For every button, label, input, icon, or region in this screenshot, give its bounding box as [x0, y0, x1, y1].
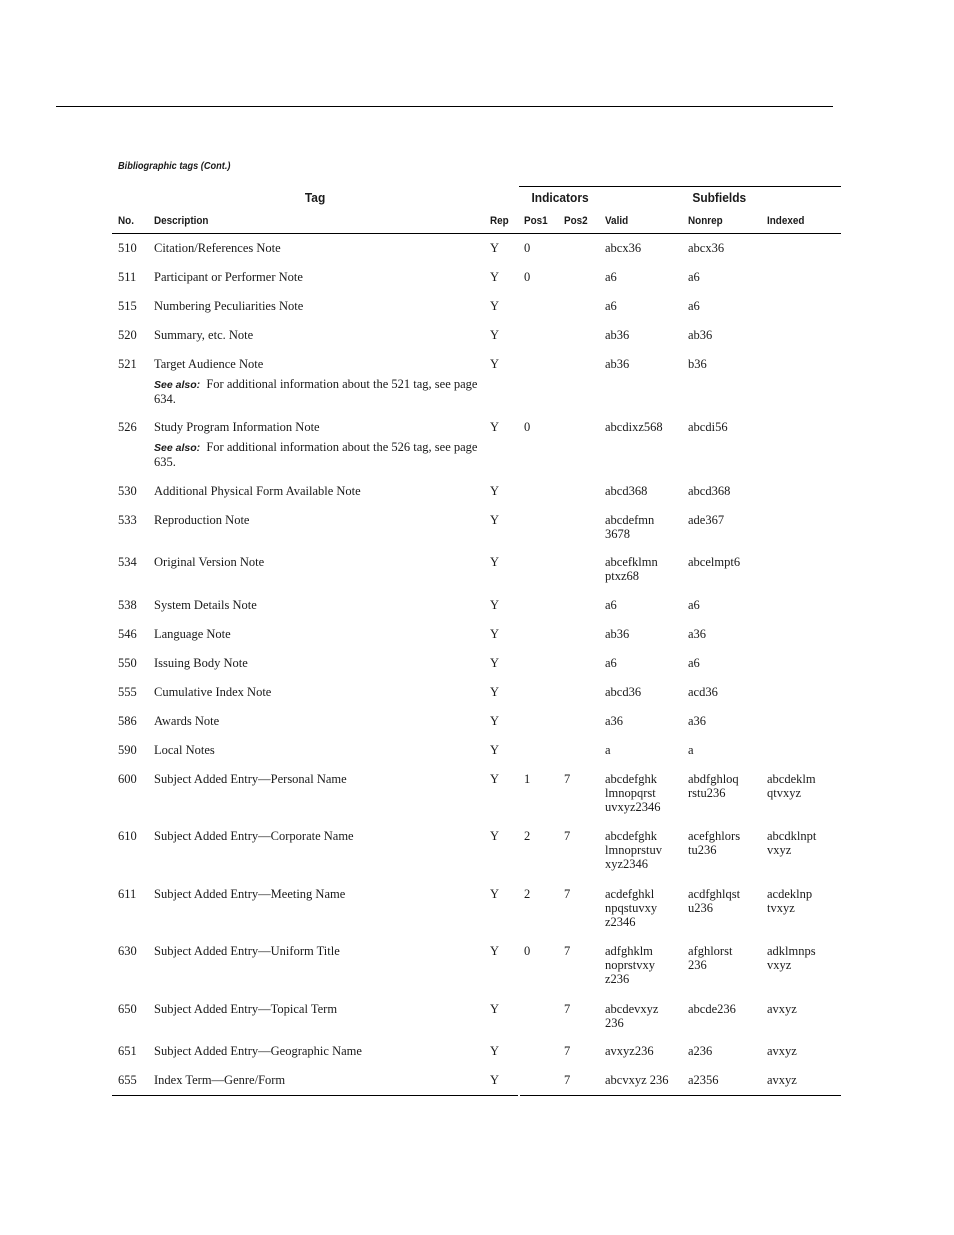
rep-flag: Y: [490, 772, 500, 786]
indicator-pos1: 1: [524, 772, 531, 786]
tag-description: Reproduction Note: [154, 513, 250, 527]
nonrep-subfields: abcde236: [688, 1002, 736, 1016]
rep-flag: Y: [490, 555, 500, 569]
tag-number: 511: [118, 270, 137, 284]
tag-description: System Details Note: [154, 598, 257, 612]
rep-flag: Y: [490, 357, 500, 371]
indicator-pos2: 7: [564, 1073, 571, 1087]
tag-number: 651: [118, 1044, 137, 1058]
indicator-pos1: 2: [524, 829, 531, 843]
indicator-pos2: 7: [564, 887, 571, 901]
tag-number: 611: [118, 887, 137, 901]
rep-flag: Y: [490, 328, 500, 342]
valid-subfields: abcdefmn 3678: [605, 513, 655, 541]
valid-subfields: acdefghkl npqstuvxy z2346: [605, 887, 658, 929]
table-row: [112, 620, 841, 649]
tag-description: Subject Added Entry—Corporate Name: [154, 829, 354, 843]
tag-number: 610: [118, 829, 137, 843]
valid-subfields: abcx36: [605, 241, 642, 255]
table-row: [112, 263, 841, 292]
rep-flag: Y: [490, 1044, 500, 1058]
nonrep-subfields: a6: [688, 270, 700, 284]
valid-subfields: abcdevxyz 236: [605, 1002, 659, 1030]
nonrep-subfields: a6: [688, 656, 700, 670]
table-row: [112, 736, 841, 765]
tag-number: 600: [118, 772, 137, 786]
valid-subfields: abcefklmn ptxz68: [605, 555, 658, 583]
indicator-pos1: 0: [524, 420, 531, 434]
bottom-rule-left: [112, 1095, 518, 1096]
nonrep-subfields: abcx36: [688, 241, 725, 255]
tag-description: Participant or Performer Note: [154, 270, 303, 284]
valid-subfields: a6: [605, 598, 617, 612]
indicator-pos2: 7: [564, 829, 571, 843]
tag-number: 650: [118, 1002, 137, 1016]
tag-number: 520: [118, 328, 137, 342]
tag-description: Issuing Body Note: [154, 656, 248, 670]
tag-number: 533: [118, 513, 137, 527]
see-also-note: [154, 440, 484, 469]
valid-subfields: abcd368: [605, 484, 648, 498]
valid-subfields: a6: [605, 299, 617, 313]
bibliographic-tags-table: [112, 186, 841, 1096]
tag-description: Cumulative Index Note: [154, 685, 272, 699]
tag-description: Language Note: [154, 627, 231, 641]
table-row: [112, 678, 841, 707]
col-pos2: Pos2: [564, 215, 588, 227]
valid-subfields: ab36: [605, 328, 630, 342]
indexed-subfields: avxyz: [767, 1002, 797, 1016]
table-caption: Bibliographic tags (Cont.): [118, 161, 231, 172]
nonrep-subfields: a36: [688, 714, 707, 728]
tag-description: Citation/References Note: [154, 241, 281, 255]
see-also-label: See also:: [154, 379, 201, 391]
tag-number: 590: [118, 743, 137, 757]
tag-description: Numbering Peculiarities Note: [154, 299, 304, 313]
group-subfields: Subfields: [692, 190, 747, 205]
col-no: No.: [118, 215, 134, 227]
tag-number: 515: [118, 299, 137, 313]
tag-number: 526: [118, 420, 137, 434]
bottom-rule-right: [520, 1095, 841, 1096]
indexed-subfields: avxyz: [767, 1073, 797, 1087]
table-row: [112, 707, 841, 736]
indicator-pos2: 7: [564, 1044, 571, 1058]
nonrep-subfields: a236: [688, 1044, 713, 1058]
indexed-subfields: adklmnps vxyz: [767, 944, 816, 972]
indexed-subfields: avxyz: [767, 1044, 797, 1058]
nonrep-subfields: a: [688, 743, 694, 757]
tag-number: 555: [118, 685, 137, 699]
valid-subfields: avxyz236: [605, 1044, 654, 1058]
group-rule: [519, 186, 841, 187]
indexed-subfields: acdeklnp tvxyz: [767, 887, 813, 915]
rep-flag: Y: [490, 685, 500, 699]
rep-flag: Y: [490, 241, 500, 255]
rep-flag: Y: [490, 714, 500, 728]
table-row: [112, 880, 841, 937]
indexed-subfields: abcdeklm qtvxyz: [767, 772, 816, 800]
table-row: [112, 765, 841, 822]
tag-description: Subject Added Entry—Personal Name: [154, 772, 347, 786]
table-row: [112, 1037, 841, 1066]
nonrep-subfields: a6: [688, 299, 700, 313]
table-row: [112, 292, 841, 321]
tag-description: Original Version Note: [154, 555, 265, 569]
rep-flag: Y: [490, 1002, 500, 1016]
table-row: [112, 822, 841, 880]
tag-number: 534: [118, 555, 137, 569]
tag-number: 630: [118, 944, 137, 958]
valid-subfields: ab36: [605, 357, 630, 371]
rep-flag: Y: [490, 944, 500, 958]
tag-number: 510: [118, 241, 137, 255]
col-nonrep: Nonrep: [688, 215, 723, 227]
rep-flag: Y: [490, 656, 500, 670]
group-indicators: Indicators: [531, 190, 589, 205]
tag-number: 546: [118, 627, 137, 641]
tag-description: Summary, etc. Note: [154, 328, 254, 342]
column-group-header: [112, 186, 841, 210]
rep-flag: Y: [490, 627, 500, 641]
nonrep-subfields: abcdi56: [688, 420, 728, 434]
tag-description: Subject Added Entry—Uniform Title: [154, 944, 340, 958]
table-row: [112, 413, 841, 477]
table-bottom-rule: [112, 1095, 841, 1096]
rep-flag: Y: [490, 743, 500, 757]
rep-flag: Y: [490, 270, 500, 284]
nonrep-subfields: abcelmpt6: [688, 555, 741, 569]
tag-number: 655: [118, 1073, 137, 1087]
table-body: [112, 234, 841, 1096]
rep-flag: Y: [490, 513, 500, 527]
rep-flag: Y: [490, 420, 500, 434]
indicator-pos1: 2: [524, 887, 531, 901]
nonrep-subfields: ab36: [688, 328, 713, 342]
table-row: [112, 234, 841, 263]
col-indexed: Indexed: [767, 215, 805, 227]
valid-subfields: a6: [605, 656, 617, 670]
valid-subfields: abcdixz568: [605, 420, 663, 434]
rep-flag: Y: [490, 299, 500, 313]
table-row: [112, 321, 841, 350]
nonrep-subfields: acefghlors tu236: [688, 829, 741, 857]
tag-number: 521: [118, 357, 137, 371]
col-description: Description: [154, 215, 209, 227]
table-row: [112, 591, 841, 620]
rep-flag: Y: [490, 484, 500, 498]
rep-flag: Y: [490, 829, 500, 843]
nonrep-subfields: afghlorst 236: [688, 944, 733, 972]
tag-description: Study Program Information Note: [154, 420, 320, 434]
nonrep-subfields: a6: [688, 598, 700, 612]
valid-subfields: abcvxyz 236: [605, 1073, 669, 1087]
nonrep-subfields: ade367: [688, 513, 725, 527]
nonrep-subfields: acd36: [688, 685, 718, 699]
indexed-subfields: abcdklnpt vxyz: [767, 829, 817, 857]
nonrep-subfields: a36: [688, 627, 707, 641]
nonrep-subfields: abcd368: [688, 484, 731, 498]
tag-number: 538: [118, 598, 137, 612]
indicator-pos1: 0: [524, 270, 531, 284]
tag-description: Subject Added Entry—Topical Term: [154, 1002, 338, 1016]
see-also-text: For additional information about the 526 tag, see page 635.: [154, 440, 478, 469]
tag-description: Index Term—Genre/Form: [154, 1073, 286, 1087]
indicator-pos1: 0: [524, 241, 531, 255]
indicator-pos1: 0: [524, 944, 531, 958]
rep-flag: Y: [490, 1073, 500, 1087]
table-row: [112, 477, 841, 506]
table-row: [112, 1066, 841, 1095]
page-top-rule: [56, 106, 833, 107]
nonrep-subfields: abdfghloq rstu236: [688, 772, 739, 800]
valid-subfields: a: [605, 743, 611, 757]
table-row: [112, 649, 841, 678]
tag-number: 550: [118, 656, 137, 670]
col-rep: Rep: [490, 215, 509, 227]
rep-flag: Y: [490, 598, 500, 612]
valid-subfields: abcdefghk lmnopqrst uvxyz2346: [605, 772, 661, 814]
valid-subfields: a6: [605, 270, 617, 284]
see-also-text: For additional information about the 521 tag, see page 634.: [154, 377, 478, 406]
col-valid: Valid: [605, 215, 629, 227]
indicator-pos2: 7: [564, 772, 571, 786]
see-also-note: [154, 377, 484, 406]
table-row: [112, 506, 841, 548]
valid-subfields: ab36: [605, 627, 630, 641]
column-header-row: [112, 210, 841, 234]
group-tag: Tag: [304, 190, 326, 205]
tag-description: Additional Physical Form Available Note: [154, 484, 361, 498]
indicator-pos2: 7: [564, 1002, 571, 1016]
tag-number: 586: [118, 714, 137, 728]
tag-description: Local Notes: [154, 743, 215, 757]
tag-description: Target Audience Note: [154, 357, 264, 371]
rep-flag: Y: [490, 887, 500, 901]
valid-subfields: abcdefghk lmnoprstuv xyz2346: [605, 829, 662, 871]
nonrep-subfields: a2356: [688, 1073, 719, 1087]
nonrep-subfields: acdfghlqst u236: [688, 887, 741, 915]
indicator-pos2: 7: [564, 944, 571, 958]
col-pos1: Pos1: [524, 215, 548, 227]
see-also-label: See also:: [154, 442, 201, 454]
table-row: [112, 350, 841, 413]
tag-description: Awards Note: [154, 714, 220, 728]
table-row: [112, 548, 841, 591]
tag-description: Subject Added Entry—Geographic Name: [154, 1044, 362, 1058]
valid-subfields: a36: [605, 714, 624, 728]
tag-description: Subject Added Entry—Meeting Name: [154, 887, 346, 901]
valid-subfields: abcd36: [605, 685, 642, 699]
table-row: [112, 937, 841, 995]
table-row: [112, 995, 841, 1037]
tag-number: 530: [118, 484, 137, 498]
nonrep-subfields: b36: [688, 357, 707, 371]
valid-subfields: adfghklm noprstvxy z236: [605, 944, 655, 986]
